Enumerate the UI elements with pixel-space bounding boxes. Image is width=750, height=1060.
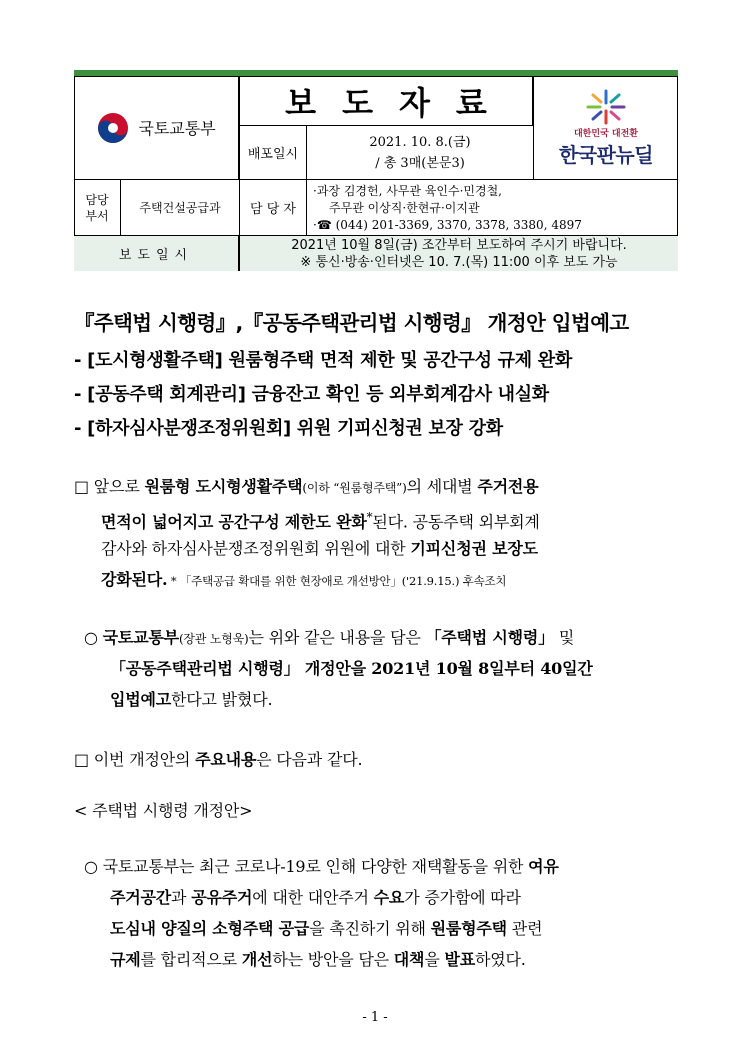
footnote: * 「주택공급 확대를 위한 현장애로 개선방안」('21.9.15.) 후속조치 — [167, 574, 507, 588]
department-label-line2: 부서 — [85, 208, 109, 223]
brand-subtitle: 대한민국 대전환 — [573, 128, 638, 139]
phone-icon: ☎ — [316, 218, 332, 232]
release-date-label: 배포일시 — [239, 125, 307, 180]
body-line: ○ 국토교통부는 최근 코로나-19로 인해 다양한 재택활동을 위한 여유 — [84, 857, 559, 876]
body-line: 도심내 양질의 소형주택 공급을 촉진하기 위해 원룸형주택 관련 — [110, 919, 543, 938]
department-label-line1: 담당 — [85, 192, 109, 207]
subheadline: - [하자심사분쟁조정위원회] 위원 기피신청권 보장 강화 — [74, 418, 503, 439]
body-line: □ 이번 개정안의 주요내용은 다음과 같다. — [74, 750, 363, 769]
press-release-header — [74, 70, 678, 270]
embargo-line: 2021년 10월 8일(금) 조간부터 보도하여 주시기 바랍니다. — [291, 237, 627, 253]
korean-new-deal-logo — [559, 88, 653, 168]
ministry-logo — [96, 111, 215, 145]
headline: 『주택법 시행령』,『공동주택관리법 시행령』 개정안 입법예고 — [74, 311, 629, 335]
brand-name: 한국판뉴딜 — [558, 142, 654, 167]
ministry-logo-cell — [74, 76, 239, 180]
body-line: 면적이 넓어지고 공간구성 제한도 완화*된다. 공동주택 외부회계 — [101, 510, 540, 532]
manager-line: ·과장 김경헌, 사무관 육인수·민경철, — [313, 184, 502, 198]
department-value: 주택건설공급과 — [120, 179, 240, 236]
date-line: 2021. 10. 8.(금) — [369, 134, 471, 150]
section-heading: < 주택법 시행령 개정안> — [74, 801, 253, 820]
body-line: ○ 국토교통부(장관 노형욱)는 위와 같은 내용을 담은 「주택법 시행령」 및 — [84, 628, 575, 647]
phone-numbers: (044) 201-3369, 3370, 3378, 3380, 4897 — [335, 218, 582, 232]
department-label — [74, 179, 121, 236]
new-deal-burst-icon — [583, 88, 629, 126]
page-number: - 1 - — [362, 1010, 388, 1025]
page-count: / 총 3매(본문3) — [375, 155, 465, 171]
subheadline: - [도시형생활주택] 원룸형주택 면적 제한 및 공간구성 규제 완화 — [74, 350, 572, 371]
body-line: □ 앞으로 원룸형 도시형생활주택(이하 “원룸형주택”)의 세대별 주거전용 — [74, 477, 539, 496]
body-line: 주거공간과 공유주거에 대한 대안주거 수요가 증가함에 따라 — [110, 888, 521, 907]
embargo-info — [239, 235, 678, 271]
manager-info — [306, 179, 678, 236]
embargo-note: ※ 통신·방송·인터넷은 10. 7.(목) 11:00 이후 보도 가능 — [300, 254, 618, 270]
manager-phone-line: ·☎ (044) 201-3369, 3370, 3378, 3380, 4897 — [313, 218, 582, 232]
header-table — [74, 76, 678, 271]
body-line: 입법예고한다고 밝혔다. — [110, 690, 273, 709]
manager-label: 담 당 자 — [239, 179, 307, 236]
subheadline: - [공동주택 회계관리] 금융잔고 확인 등 외부회계감사 내실화 — [74, 384, 549, 405]
body-line: 「공동주택관리법 시행령」 개정안을 2021년 10월 8일부터 40일간 — [110, 659, 593, 678]
page-title: 보도자료 — [285, 83, 513, 122]
title-cell — [239, 76, 533, 126]
body-line: 감사와 하자심사분쟁조정위원회 위원에 대한 기피신청권 보장도 — [101, 539, 538, 558]
embargo-label: 보도일시 — [74, 235, 239, 271]
release-date-value — [306, 125, 534, 180]
body-line: 강화된다. * 「주택공급 확대를 위한 현장애로 개선방안」('21.9.15.) 후속조치 — [101, 570, 507, 589]
manager-line: 주무관 이상직·한현규·이지관 — [329, 201, 480, 215]
brand-logo-cell — [533, 76, 678, 180]
ministry-name: 국토교통부 — [138, 119, 216, 138]
body-line: 규제를 합리적으로 개선하는 방안을 담은 대책을 발표하였다. — [110, 950, 526, 969]
taegeuk-emblem-icon — [96, 111, 130, 145]
